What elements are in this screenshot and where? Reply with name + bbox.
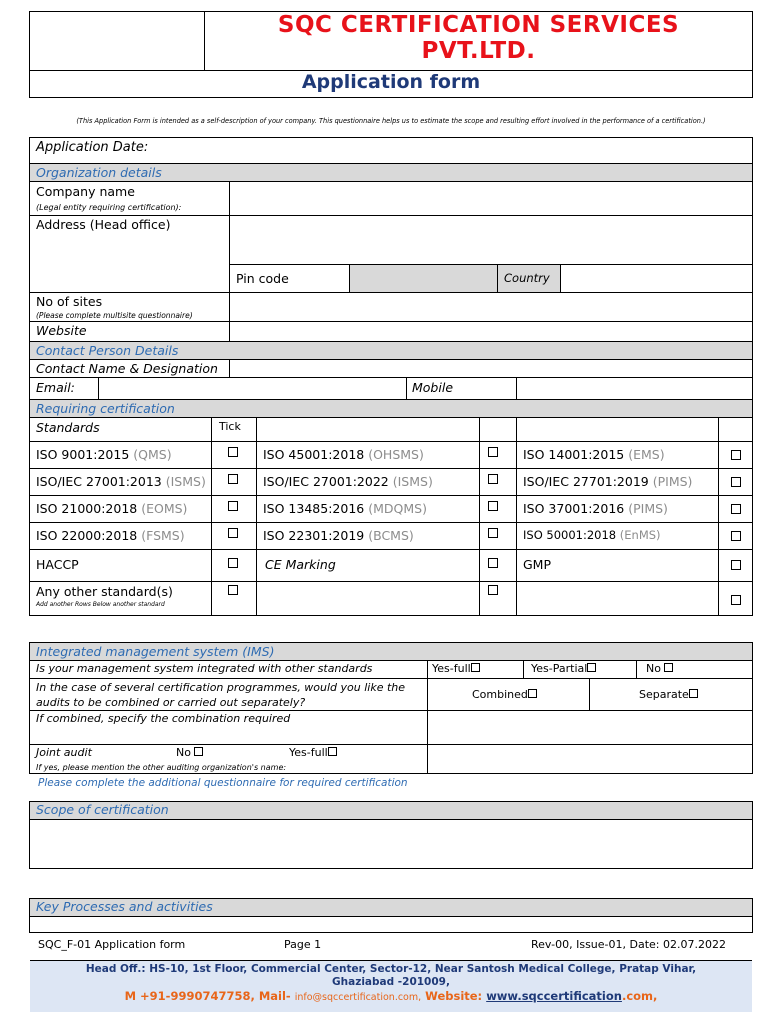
joint-audit-no-checkbox[interactable]	[194, 747, 203, 756]
company-name-note: (Legal entity requiring certification):	[36, 203, 182, 212]
company-name-line1: SQC CERTIFICATION SERVICES	[277, 12, 680, 38]
footer-doc-code: SQC_F-01 Application form	[38, 938, 186, 951]
joint-audit-note: If yes, please mention the other auditing organization's name:	[36, 763, 287, 772]
joint-audit-yes-checkbox[interactable]	[328, 747, 337, 756]
org-section-title: Organization details	[36, 165, 162, 180]
tick-cell	[479, 495, 517, 523]
standard-label	[263, 474, 433, 489]
footer-address	[30, 963, 752, 1005]
processes-input[interactable]	[29, 916, 753, 933]
standard-tag: (OHSMS)	[368, 447, 424, 462]
pin-code-label-cell	[349, 264, 498, 293]
company-name-label: Company name	[36, 184, 135, 199]
header-logo-box	[29, 11, 205, 71]
other-tick-cell-2	[479, 581, 517, 616]
standard-label	[36, 501, 187, 516]
standard-tag: (EOMS)	[141, 501, 188, 516]
ims-separate	[639, 688, 698, 701]
standards-label: Standards	[36, 420, 100, 435]
standard-label	[263, 447, 424, 462]
standard-label	[36, 474, 206, 489]
address-input[interactable]	[229, 215, 753, 265]
standard-tag: (PIMS)	[652, 474, 693, 489]
ims-q2	[36, 680, 405, 710]
scope-section-title: Scope of certification	[36, 802, 169, 817]
email-label: Email:	[36, 380, 75, 395]
additional-questionnaire-note: Please complete the additional questionnaire for required certification	[38, 777, 408, 789]
country-input[interactable]	[560, 264, 753, 293]
standard-tag: (EnMS)	[619, 528, 661, 542]
standard-code: ISO 13485:2016	[263, 501, 365, 516]
tick-cell	[479, 522, 517, 550]
joint-audit-yes-label: Yes-full	[289, 746, 328, 759]
standard-tag: (EMS)	[628, 447, 665, 462]
ims-combined-label: Combined	[472, 688, 528, 701]
other-standard-input-2[interactable]	[256, 581, 480, 616]
joint-audit-yes	[289, 746, 337, 759]
application-date-label: Application Date:	[36, 140, 149, 155]
footer-address-line2: Ghaziabad -201009,	[332, 976, 450, 988]
ims-no-label: No	[646, 662, 661, 675]
haccp-checkbox[interactable]	[228, 558, 238, 568]
gmp-checkbox[interactable]	[731, 560, 741, 570]
haccp-label: HACCP	[36, 557, 79, 572]
other-standard-note: Add another Rows Below another standard	[36, 601, 165, 608]
standard-checkbox[interactable]	[731, 531, 741, 541]
scope-input[interactable]	[29, 819, 753, 869]
standard-code: ISO 50001:2018	[523, 528, 617, 542]
standard-checkbox[interactable]	[228, 474, 238, 484]
standard-tag: (FSMS)	[141, 528, 185, 543]
ims-q3: If combined, specify the combination required	[36, 712, 291, 725]
ims-yes-partial-checkbox[interactable]	[587, 663, 596, 672]
ims-yes-partial-label: Yes-Partial	[531, 662, 588, 675]
other-standard-label: Any other standard(s)	[36, 584, 173, 599]
header-blank-5	[718, 417, 753, 442]
mobile-label: Mobile	[412, 380, 454, 395]
joint-audit-no	[176, 746, 203, 759]
standard-tag: (QMS)	[133, 447, 172, 462]
ims-q2-line2: audits to be combined or carried out separately?	[36, 696, 306, 709]
footer-email[interactable]: info@sqccertification.com,	[294, 992, 422, 1003]
standard-checkbox[interactable]	[731, 504, 741, 514]
footer-website-tail: .com,	[621, 989, 658, 1003]
country-label: Country	[504, 271, 550, 285]
standard-checkbox[interactable]	[488, 447, 498, 457]
processes-section-title: Key Processes and activities	[36, 899, 213, 914]
joint-audit-no-label: No	[176, 746, 191, 759]
standard-checkbox[interactable]	[731, 450, 741, 460]
ims-section-title: Integrated management system (IMS)	[36, 644, 275, 659]
mobile-input[interactable]	[516, 377, 753, 400]
ce-marking-checkbox[interactable]	[488, 558, 498, 568]
company-name-input[interactable]	[229, 181, 753, 216]
ims-q1: Is your management system integrated with other standards	[36, 662, 373, 675]
footer-mail-label: Mail-	[258, 989, 291, 1003]
standard-checkbox[interactable]	[488, 474, 498, 484]
tick-label: Tick	[219, 420, 241, 433]
other-checkbox-3[interactable]	[731, 595, 741, 605]
sites-input[interactable]	[229, 292, 753, 322]
cert-section-title: Requiring certification	[36, 401, 175, 416]
standard-code: ISO 37001:2016	[523, 501, 625, 516]
sites-label: No of sites	[36, 294, 103, 309]
standard-checkbox[interactable]	[488, 528, 498, 538]
address-label: Address (Head office)	[36, 217, 171, 232]
standard-label	[263, 528, 414, 543]
ims-yes-partial	[531, 662, 596, 675]
contact-section-title: Contact Person Details	[36, 343, 179, 358]
other-standard-input-3[interactable]	[516, 581, 719, 616]
website-input[interactable]	[229, 321, 753, 342]
website-label: Website	[36, 323, 87, 338]
standard-label	[523, 447, 665, 462]
standard-code: ISO 14001:2015	[523, 447, 625, 462]
header-blank-3	[479, 417, 517, 442]
ims-yes-full-checkbox[interactable]	[471, 663, 480, 672]
standard-code: ISO 45001:2018	[263, 447, 365, 462]
ims-separate-label: Separate	[639, 688, 689, 701]
standard-checkbox[interactable]	[488, 501, 498, 511]
company-name-line2: PVT.LTD.	[421, 38, 536, 64]
standard-checkbox[interactable]	[228, 501, 238, 511]
footer-website-link[interactable]: www.sqccertification	[486, 989, 622, 1003]
standard-tag: (BCMS)	[368, 528, 414, 543]
ims-no	[646, 662, 673, 675]
ce-marking-tick-cell	[479, 549, 517, 582]
standard-tag: (ISMS)	[165, 474, 206, 489]
standard-code: ISO/IEC 27701:2019	[523, 474, 649, 489]
header-blank-4	[516, 417, 719, 442]
ce-marking-label: CE Marking	[265, 557, 336, 572]
sites-note: (Please complete multisite questionnaire)	[36, 311, 193, 320]
standard-label	[36, 447, 172, 462]
joint-audit-label: Joint audit	[36, 746, 92, 759]
ims-combined	[472, 688, 537, 701]
standard-checkbox[interactable]	[731, 477, 741, 487]
standard-checkbox[interactable]	[228, 447, 238, 457]
standard-label	[263, 501, 427, 516]
footer-mobile: M +91-9990747758,	[124, 989, 255, 1003]
header-blank-2	[256, 417, 480, 442]
standard-tag: (MDQMS)	[368, 501, 427, 516]
standard-checkbox[interactable]	[228, 528, 238, 538]
other-checkbox-1[interactable]	[228, 585, 238, 595]
footer-address-line1: Head Off.: HS-10, 1st Floor, Commercial Center, Sector-12, Near Santosh Medical College, Pratap Vihar,	[85, 963, 697, 975]
standard-code: ISO 22301:2019	[263, 528, 365, 543]
ims-no-checkbox[interactable]	[664, 663, 673, 672]
ims-separate-checkbox[interactable]	[689, 689, 698, 698]
ims-yes-full-label: Yes-full	[432, 662, 471, 675]
intro-text: (This Application Form is intended as a self-description of your company. This questionnaire helps us to estimate the scope and resulting effort involved in the performance of a certification.)	[76, 117, 706, 125]
footer-revision: Rev-00, Issue-01, Date: 02.07.2022	[531, 938, 726, 951]
tick-cell	[479, 468, 517, 496]
standard-code: ISO 9001:2015	[36, 447, 130, 462]
standard-code: ISO 22000:2018	[36, 528, 138, 543]
footer-contact-line	[30, 989, 752, 1005]
standard-label	[36, 528, 185, 543]
footer-page: Page 1	[284, 938, 322, 951]
standard-label	[523, 528, 661, 542]
standard-code: ISO 21000:2018	[36, 501, 138, 516]
joint-audit-org-input[interactable]	[427, 744, 753, 774]
other-checkbox-2[interactable]	[488, 585, 498, 595]
pin-code-label: Pin code	[236, 271, 289, 286]
contact-name-label: Contact Name & Designation	[36, 361, 218, 376]
standard-tag: (PIMS)	[628, 501, 668, 516]
ims-q2-line1: In the case of several certification programmes, would you like the	[36, 681, 406, 694]
gmp-label: GMP	[523, 557, 552, 572]
standard-tag: (ISMS)	[392, 474, 433, 489]
tick-cell	[479, 441, 517, 469]
footer-website-label: Website:	[425, 989, 483, 1003]
standard-label	[523, 501, 668, 516]
email-input[interactable]	[98, 377, 407, 400]
ims-yes-full	[432, 662, 480, 675]
company-name	[204, 12, 753, 64]
form-title: Application form	[301, 71, 481, 93]
standard-label	[523, 474, 692, 489]
contact-name-input[interactable]	[229, 359, 753, 378]
ims-combination-input[interactable]	[427, 710, 753, 745]
ims-combined-checkbox[interactable]	[528, 689, 537, 698]
standard-code: ISO/IEC 27001:2013	[36, 474, 162, 489]
standard-code: ISO/IEC 27001:2022	[263, 474, 389, 489]
